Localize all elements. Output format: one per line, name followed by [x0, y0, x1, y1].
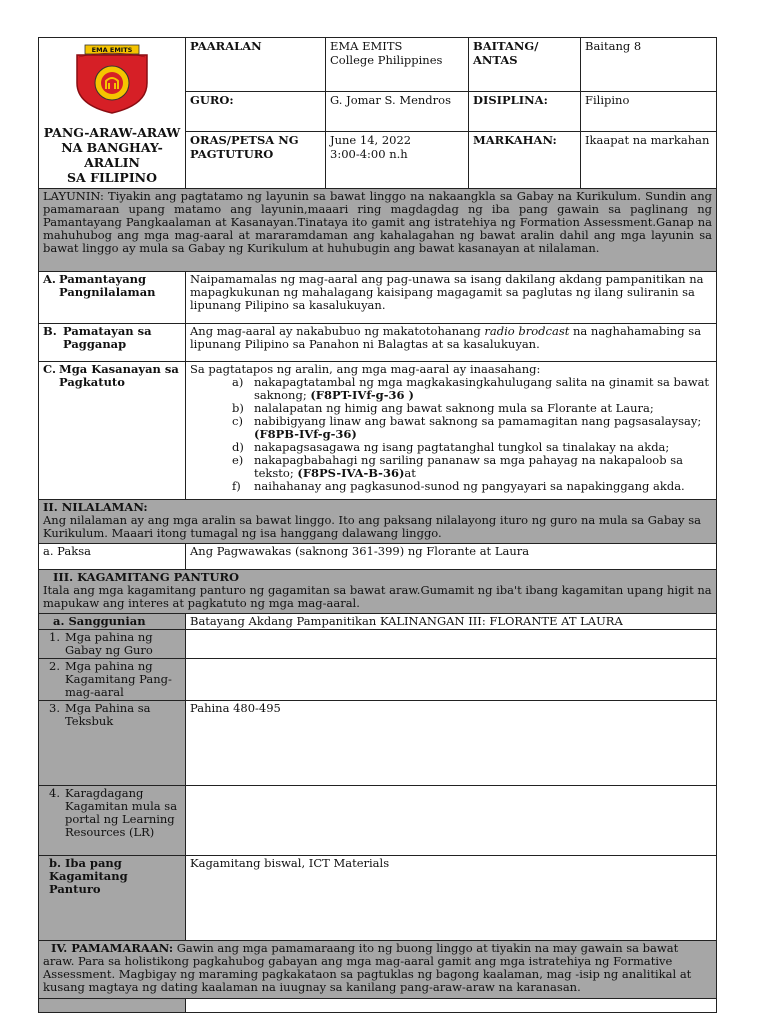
guro-value: G. Jomar S. Mendros — [326, 92, 469, 131]
body-table — [38, 189, 717, 1013]
gabay-guro-label-cell: 1. Mga pahina ng Gabay ng Guro — [39, 629, 186, 658]
paaralan-value-line-2: College Philippines — [330, 53, 443, 67]
baitang-label: BAITANG/ ANTAS — [469, 38, 581, 92]
oras-value — [326, 131, 469, 188]
header-table — [38, 37, 717, 189]
kagamitang-mag-aaral-label: Mga pahina ng Kagamitang Pang-mag-aaral — [65, 658, 172, 699]
kagamitan-section — [39, 569, 717, 613]
gabay-guro-label: Mga pahina ng Gabay ng Guro — [65, 629, 153, 657]
pagganap-text-italic: radio brodcast — [484, 323, 570, 338]
pamantayang-text: Naipamamalas ng mag-aaral ang pag-unawa sa isang dakilang akdang pampanitikan na mapagkukunan ng mahalagang kaisipang magagamit sa paglutas ng ilang suliranin sa lipunang Pilipino sa kasalukuyan. — [186, 271, 717, 323]
teksbuk-label: Mga Pahina sa Teksbuk — [65, 700, 151, 728]
markahan-label: MARKAHAN: — [469, 131, 581, 188]
pamamaraan-heading: IV. PAMAMARAAN: — [51, 940, 174, 955]
oras-value-line-2: 3:00-4:00 n.h — [330, 146, 408, 161]
pamantayang-letter: A. — [43, 271, 56, 286]
teksbuk-label-cell: 3. Mga Pahina sa Teksbuk — [39, 700, 186, 785]
paaralan-label: PAARALAN — [186, 38, 326, 92]
pagganap-label-cell — [39, 323, 186, 361]
pagganap-label: Pamatayan sa Pagganap — [63, 323, 152, 351]
title-line-1: PANG-ARAW-ARAW — [43, 125, 181, 140]
paaralan-value — [326, 38, 469, 92]
pagganap-letter: B. — [43, 323, 57, 338]
kasanayan-content — [186, 361, 717, 499]
list-item: c) nabibigyang linaw ang bawat saknong sa pamamagitan nang pagsasalaysay; (F8PB-IVf-g-36) — [232, 413, 702, 441]
markahan-value: Ikaapat na markahan — [581, 131, 717, 188]
paksa-label: a. Paksa — [39, 543, 186, 569]
iba-pang-kagamitan-value: Kagamitang biswal, ICT Materials — [186, 855, 717, 940]
lesson-plan-page — [38, 37, 716, 1013]
iba-pang-kagamitan-label: b. Iba pang Kagamitang Panturo — [39, 855, 186, 940]
oras-value-line-1: June 14, 2022 — [330, 132, 412, 147]
list-item: d) nakapagsasagawa ng isang pagtatanghal tungkol sa tinalakay na akda; — [232, 439, 670, 454]
paksa-value: Ang Pagwawakas (saknong 361-399) ng Florante at Laura — [186, 543, 717, 569]
pamantayang-label-cell — [39, 271, 186, 323]
kasanayan-list — [190, 376, 712, 493]
pamamaraan-text: Gawin ang mga pamamaraang ito ng buong linggo at tiyakin na may gawain sa bawat araw. Para sa holistikong pagkahubog gabayan ang mga mag-aaral gamit ang mga istratehiya ng Formative Assessment. Magbigay ng maraming pagkakataon sa pagtuklas ng bagong kaalaman, mag -isip ng analitikal at kusang magtaya ng dating kaalaman na iuugnay sa kanilang pang-araw-araw na karanasan. — [43, 940, 692, 994]
sanggunian-label: a. Sanggunian — [39, 613, 186, 629]
kagamitang-mag-aaral-label-cell: 2. Mga pahina ng Kagamitang Pang-mag-aaral — [39, 658, 186, 700]
disiplina-label: DISIPLINA: — [469, 92, 581, 131]
kasanayan-intro: Sa pagtatapos ng aralin, ang mga mag-aaral ay inaasahang: — [190, 361, 541, 376]
pagganap-text — [186, 323, 717, 361]
paaralan-value-line-1: EMA EMITS — [330, 39, 403, 53]
kasanayan-label: Mga Kasanayan sa Pagkatuto — [59, 361, 179, 389]
list-item: f) naihahanay ang pagkasunod-sunod ng pangyayari sa napakinggang akda. — [232, 478, 685, 493]
baitang-value: Baitang 8 — [581, 38, 717, 92]
pamamaraan-section — [39, 940, 717, 998]
oras-label: ORAS/PETSA NG PAGTUTURO — [186, 131, 326, 188]
lr-portal-label: Karagdagang Kagamitan mula sa portal ng Learning Resources (LR) — [65, 785, 178, 839]
logo-text: EMA EMITS — [91, 46, 133, 54]
kagamitan-text: Itala ang mga kagamitang panturo ng gagamitan sa bawat araw.Gumamit ng iba't ibang kagamitan upang higit na mapukaw ang interes at pagkatuto ng mga mag-aaral. — [43, 582, 712, 610]
kasanayan-label-cell — [39, 361, 186, 499]
guro-label: GURO: — [186, 92, 326, 131]
list-item: e) nakapagbabahagi ng sariling pananaw sa mga pahayag na nakapaloob sa teksto; (F8PS-IVA-B-36)at — [232, 452, 684, 480]
empty-label-cell — [39, 998, 186, 1012]
kagamitan-heading: III. KAGAMITANG PANTURO — [53, 569, 240, 584]
gabay-guro-value — [186, 629, 717, 658]
pamantayang-label: Pamantayang Pangnilalaman — [59, 271, 156, 299]
lr-portal-value — [186, 785, 717, 855]
header-title-cell — [39, 38, 186, 189]
lr-portal-label-cell: 4. Karagdagang Kagamitan mula sa portal ng Learning Resources (LR) — [39, 785, 186, 855]
list-item: b) nalalapatan ng himig ang bawat saknong mula sa Florante at Laura; — [232, 400, 654, 415]
kasanayan-letter: C. — [43, 361, 56, 376]
disiplina-value: Filipino — [581, 92, 717, 131]
title-line-2: NA BANGHAY-ARALIN — [61, 140, 163, 170]
pagganap-text-post: na naghahamabing sa lipunang Pilipino sa Panahon ni Balagtas at sa kasalukuyan. — [190, 323, 702, 351]
layunin-section: LAYUNIN: Tiyakin ang pagtatamo ng layunin sa bawat linggo na nakaangkla sa Gabay na Kurikulum. Sundin ang pamamaraan upang matamo ang layunin,maaari ring magdagdag ng iba pang gawain sa paglinang ng Pamantayang Pangkaalaman at Kasanayan.Tinataya ito gamit ang istratehiya ng Formation Assessment.Ganap na mahuhubog ang mga mag-aaral at mararamdaman ang kahalagahan ng bawat aralin dahil ang mga layunin sa bawat linggo ay mula sa Gabay ng Kurikulum at huhubugin ang bawat kasanayan at nilalaman. — [39, 189, 717, 271]
nilalaman-text: Ang nilalaman ay ang mga aralin sa bawat linggo. Ito ang paksang nilalayong ituro ng guro na mula sa Gabay sa Kurikulum. Maaari itong tumagal ng isa hanggang dalawang linggo. — [43, 512, 701, 540]
school-logo — [71, 43, 153, 115]
title-line-3: SA FILIPINO — [67, 170, 157, 185]
sanggunian-value: Batayang Akdang Pampanitikan KALINANGAN III: FLORANTE AT LAURA — [186, 613, 717, 629]
nilalaman-heading: II. NILALAMAN: — [43, 499, 148, 514]
list-item: a) nakapagtatambal ng mga magkakasingkahulugang salita na ginamit sa bawat saknong; (F8PT-IVf-g-36 ) — [232, 374, 710, 402]
empty-value-cell — [186, 998, 717, 1012]
teksbuk-value: Pahina 480-495 — [186, 700, 717, 785]
nilalaman-section — [39, 499, 717, 543]
pagganap-text-pre: Ang mag-aaral ay nakabubuo ng makatotohanang — [190, 323, 485, 338]
kagamitang-mag-aaral-value — [186, 658, 717, 700]
